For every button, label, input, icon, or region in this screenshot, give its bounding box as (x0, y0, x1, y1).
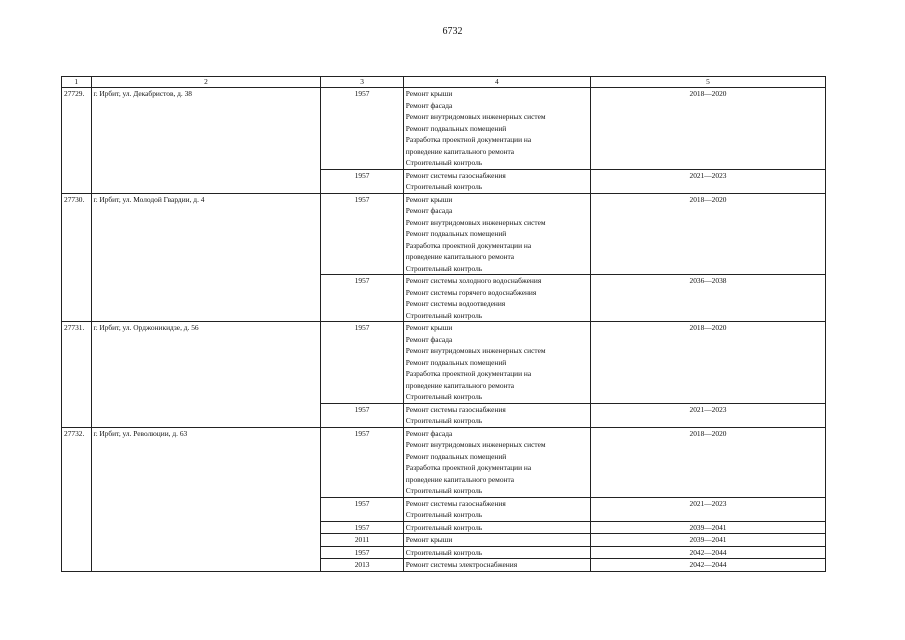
planned-period: 2042—2044 (590, 546, 825, 559)
repair-works-list (403, 403, 590, 427)
building-address: г. Ирбит, ул. Декабристов, д. 38 (91, 88, 321, 194)
entry-number: 27730. (62, 193, 92, 322)
repair-work-item: Разработка проектной документации на (405, 463, 532, 472)
planned-period: 2018—2020 (590, 427, 825, 497)
planned-period: 2021—2023 (590, 497, 825, 521)
repair-work-item: Ремонт фасада (405, 334, 453, 344)
column-header-1: 1 (62, 77, 92, 88)
table-body (62, 88, 826, 572)
repair-work-item: Ремонт подвальных помещений (405, 451, 507, 461)
construction-year: 1957 (321, 546, 403, 559)
repair-work-item: Ремонт крыши (405, 194, 453, 204)
repair-work-item: Ремонт подвальных помещений (405, 123, 507, 133)
entry-number: 27731. (62, 322, 92, 428)
repair-work-item: проведение капитального ремонта (405, 252, 515, 261)
repair-works-list (403, 275, 590, 322)
building-address: г. Ирбит, ул. Орджоникидзе, д. 56 (91, 322, 321, 428)
construction-year: 2011 (321, 534, 403, 547)
repair-work-item: Строительный контроль (405, 392, 483, 401)
repair-work-item: Ремонт внутридомовых инженерных систем (405, 112, 546, 121)
column-header-3: 3 (321, 77, 403, 88)
table-row (62, 193, 826, 275)
construction-year: 1957 (321, 169, 403, 193)
column-header-5: 5 (590, 77, 825, 88)
construction-year: 1957 (321, 497, 403, 521)
repair-work-item: Ремонт крыши (405, 323, 453, 332)
construction-year: 1957 (321, 193, 403, 275)
repair-work-item: Строительный контроль (405, 522, 483, 532)
entry-number: 27729. (62, 88, 92, 194)
repair-work-item: Ремонт фасада (405, 100, 453, 110)
construction-year: 1957 (321, 275, 403, 322)
planned-period: 2039—2041 (590, 534, 825, 547)
repair-work-item: проведение капитального ремонта (405, 146, 515, 156)
repair-work-item: Строительный контроль (405, 182, 483, 191)
construction-year: 1957 (321, 427, 403, 497)
repair-work-item: Строительный контроль (405, 263, 483, 273)
repair-work-item: Ремонт внутридомовых инженерных систем (405, 346, 546, 355)
repair-work-item: Ремонт внутридомовых инженерных систем (405, 217, 546, 227)
planned-period: 2018—2020 (590, 322, 825, 404)
repair-work-item: Ремонт системы холодного водоснабжения (405, 276, 542, 285)
repair-work-item: Ремонт системы электроснабжения (405, 560, 518, 569)
planned-period: 2018—2020 (590, 193, 825, 275)
repair-work-item: Ремонт внутридомовых инженерных систем (405, 440, 546, 449)
column-number-row (62, 77, 826, 88)
repair-work-item: Ремонт системы горячего водоснабжения (405, 287, 537, 297)
table-row (62, 427, 826, 497)
repair-work-item: Ремонт крыши (405, 89, 453, 98)
planned-period: 2021—2023 (590, 169, 825, 193)
repair-work-item: Ремонт крыши (405, 535, 453, 544)
capital-repair-table (61, 76, 826, 572)
table-row (62, 322, 826, 404)
repair-work-item: Ремонт системы водоотведения (405, 299, 506, 308)
repair-works-list (403, 193, 590, 275)
repair-works-list (403, 521, 590, 534)
page-number: 6732 (442, 26, 463, 37)
repair-work-item: Ремонт подвальных помещений (405, 229, 507, 238)
construction-year: 1957 (321, 521, 403, 534)
repair-work-item: Ремонт системы газоснабжения (405, 498, 506, 508)
column-header-4: 4 (403, 77, 590, 88)
repair-work-item: Ремонт подвальных помещений (405, 357, 507, 367)
repair-works-list (403, 534, 590, 547)
repair-works-list (403, 559, 590, 572)
repair-work-item: проведение капитального ремонта (405, 380, 515, 390)
planned-period: 2018—2020 (590, 88, 825, 170)
construction-year: 1957 (321, 322, 403, 404)
table-row (62, 88, 826, 170)
repair-work-item: Строительный контроль (405, 486, 483, 495)
repair-works-list (403, 169, 590, 193)
entry-number: 27732. (62, 427, 92, 571)
repair-work-item: Строительный контроль (405, 510, 483, 519)
building-address: г. Ирбит, ул. Молодой Гвардии, д. 4 (91, 193, 321, 322)
planned-period: 2042—2044 (590, 559, 825, 572)
building-address: г. Ирбит, ул. Революции, д. 63 (91, 427, 321, 571)
repair-work-item: Строительный контроль (405, 310, 483, 320)
repair-work-item: Разработка проектной документации на (405, 240, 532, 250)
repair-works-list (403, 322, 590, 404)
planned-period: 2039—2041 (590, 521, 825, 534)
construction-year: 2013 (321, 559, 403, 572)
column-header-2: 2 (91, 77, 321, 88)
construction-year: 1957 (321, 88, 403, 170)
repair-work-item: Разработка проектной документации на (405, 369, 532, 378)
repair-works-list (403, 88, 590, 170)
repair-work-item: Строительный контроль (405, 547, 483, 557)
repair-work-item: Ремонт системы газоснабжения (405, 170, 506, 180)
repair-work-item: проведение капитального ремонта (405, 474, 515, 484)
planned-period: 2021—2023 (590, 403, 825, 427)
repair-works-list (403, 546, 590, 559)
repair-works-list (403, 427, 590, 497)
repair-work-item: Строительный контроль (405, 158, 483, 167)
construction-year: 1957 (321, 403, 403, 427)
planned-period: 2036—2038 (590, 275, 825, 322)
repair-work-item: Ремонт системы газоснабжения (405, 404, 506, 414)
repair-work-item: Строительный контроль (405, 416, 483, 425)
repair-works-list (403, 497, 590, 521)
repair-work-item: Ремонт фасада (405, 206, 453, 215)
repair-work-item: Разработка проектной документации на (405, 135, 532, 144)
repair-work-item: Ремонт фасада (405, 428, 453, 438)
